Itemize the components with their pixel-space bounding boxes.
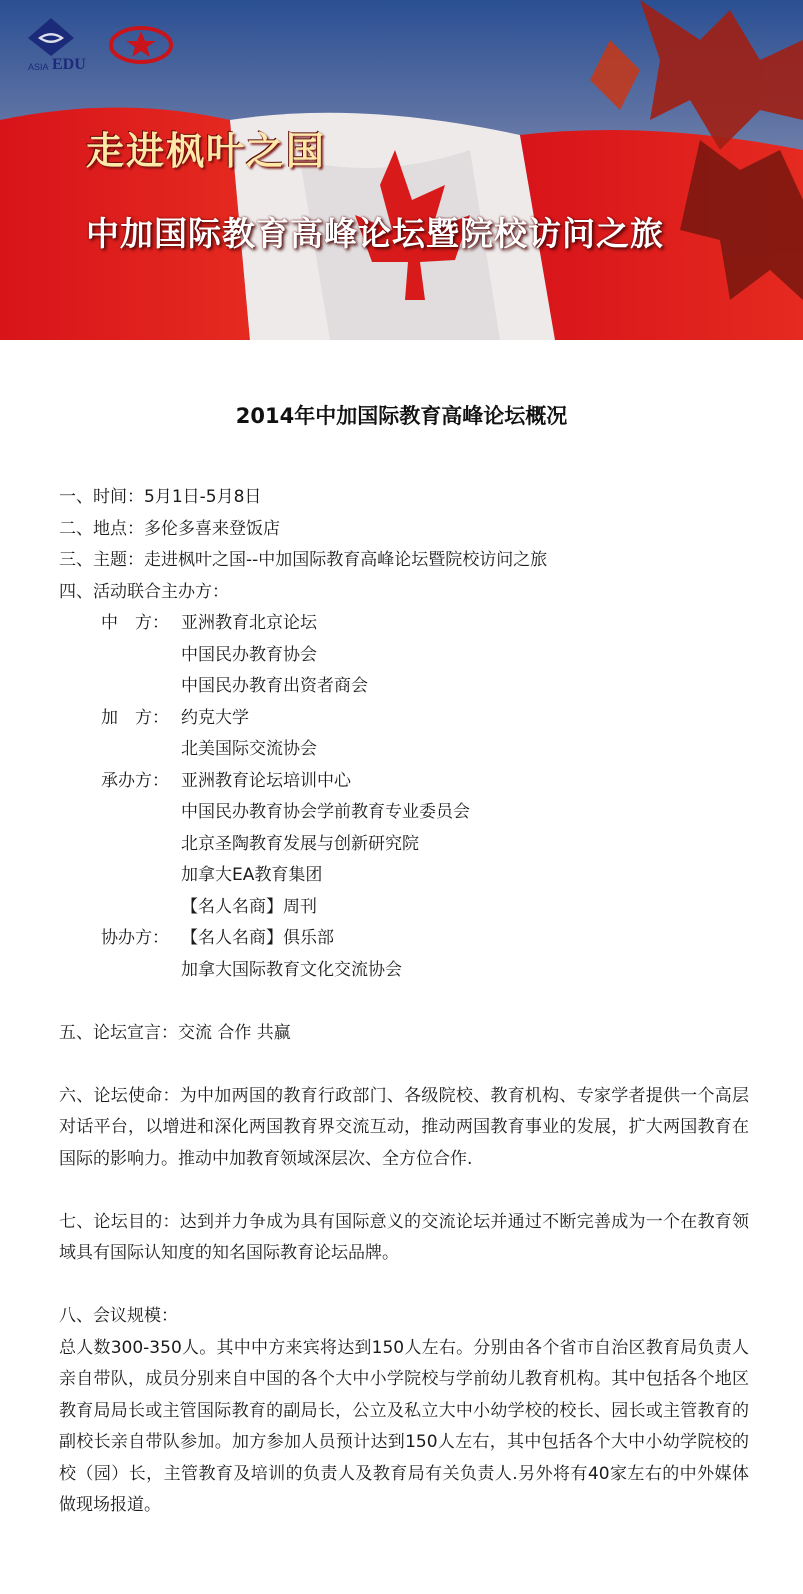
host-china-item: 中国民办教育协会 <box>181 644 317 665</box>
section-mission: 六、论坛使命：为中加两国的教育行政部门、各级院校、教育机构、专家学者提供一个高层对话平台，以增进和深化两国教育界交流互动，推动两国教育事业的发展，扩大两国教育在国际的影响力。推动中加教育领域深层次、全方位合作. <box>59 1085 749 1169</box>
host-china-label: 中 方： <box>101 613 169 633</box>
host-canada-item: 北美国际交流协会 <box>181 739 317 759</box>
page-title: 2014年中加国际教育高峰论坛概况 <box>235 404 568 428</box>
section-location: 二、地点：多伦多喜来登饭店 <box>59 518 280 539</box>
organizer-item: 加拿大EA教育集团 <box>181 865 323 885</box>
section-hosts-heading: 四、活动联合主办方： <box>59 581 229 602</box>
spacer <box>59 1270 749 1302</box>
host-canada-row <box>59 703 749 735</box>
organizer-label: 承办方： <box>101 770 169 791</box>
banner-title-primary: 走进枫叶之国 <box>86 129 327 173</box>
spacer <box>59 1175 749 1207</box>
organizer-item: 亚洲教育论坛培训中心 <box>181 770 351 791</box>
header-logos <box>24 16 174 74</box>
logo-asia-text: ASIA <box>28 62 49 72</box>
logo-edu-text: EDU <box>52 56 86 73</box>
spacer <box>59 1049 749 1081</box>
header-banner <box>0 0 803 340</box>
co-organizer-row <box>59 923 749 955</box>
overview-sections <box>59 482 749 1522</box>
banner-title-secondary: 中加国际教育高峰论坛暨院校访问之旅 <box>86 214 664 253</box>
host-canada-label: 加 方： <box>101 707 169 728</box>
section-goal: 七、论坛目的：达到并力争成为具有国际意义的交流论坛并通过不断完善成为一个在教育领域具有国际认知度的知名国际教育论坛品牌。 <box>59 1211 749 1263</box>
host-china-row <box>59 608 749 640</box>
host-canada-item: 约克大学 <box>181 707 249 728</box>
asia-edu-logo <box>24 16 94 74</box>
section-theme: 三、主题：走进枫叶之国--中加国际教育高峰论坛暨院校访问之旅 <box>59 550 548 570</box>
organization-emblem-icon <box>108 25 174 65</box>
host-china-item: 中国民办教育出资者商会 <box>181 676 368 696</box>
spacer <box>59 986 749 1018</box>
asia-edu-emblem-icon <box>24 16 78 58</box>
host-china-item: 亚洲教育北京论坛 <box>181 613 317 633</box>
section-scale-body: 总人数300-350人。其中中方来宾将达到150人左右。分别由各个省市自治区教育局负责人亲自带队，成员分别来自中国的各个大中小学院校与学前幼儿教育机构。其中包括各个地区教育局局长或主管国际教育的副局长，公立及私立大中小幼学校的校长、园长或主管教育的副校长亲自带队参加。加方参加人员预计达到150人左右，其中包括各个大中小幼学院校的校（园）长，主管教育及培训的负责人及教育局有关负责人.另外将有40家左右的中外媒体做现场报道。 <box>59 1337 749 1515</box>
organizer-item: 中国民办教育协会学前教育专业委员会 <box>181 802 470 822</box>
organizer-row <box>59 766 749 798</box>
organizer-item: 【名人名商】周刊 <box>181 896 317 917</box>
organizer-item: 北京圣陶教育发展与创新研究院 <box>181 833 419 854</box>
section-scale-heading: 八、会议规模： <box>59 1306 178 1326</box>
section-declaration: 五、论坛宣言：交流 合作 共赢 <box>59 1022 291 1043</box>
section-time: 一、时间：5月1日-5月8日 <box>59 487 262 507</box>
document-content <box>0 340 803 1515</box>
co-organizer-item: 加拿大国际教育文化交流协会 <box>181 959 402 980</box>
co-organizer-label: 协办方： <box>101 928 169 948</box>
co-organizer-item: 【名人名商】俱乐部 <box>181 928 334 948</box>
